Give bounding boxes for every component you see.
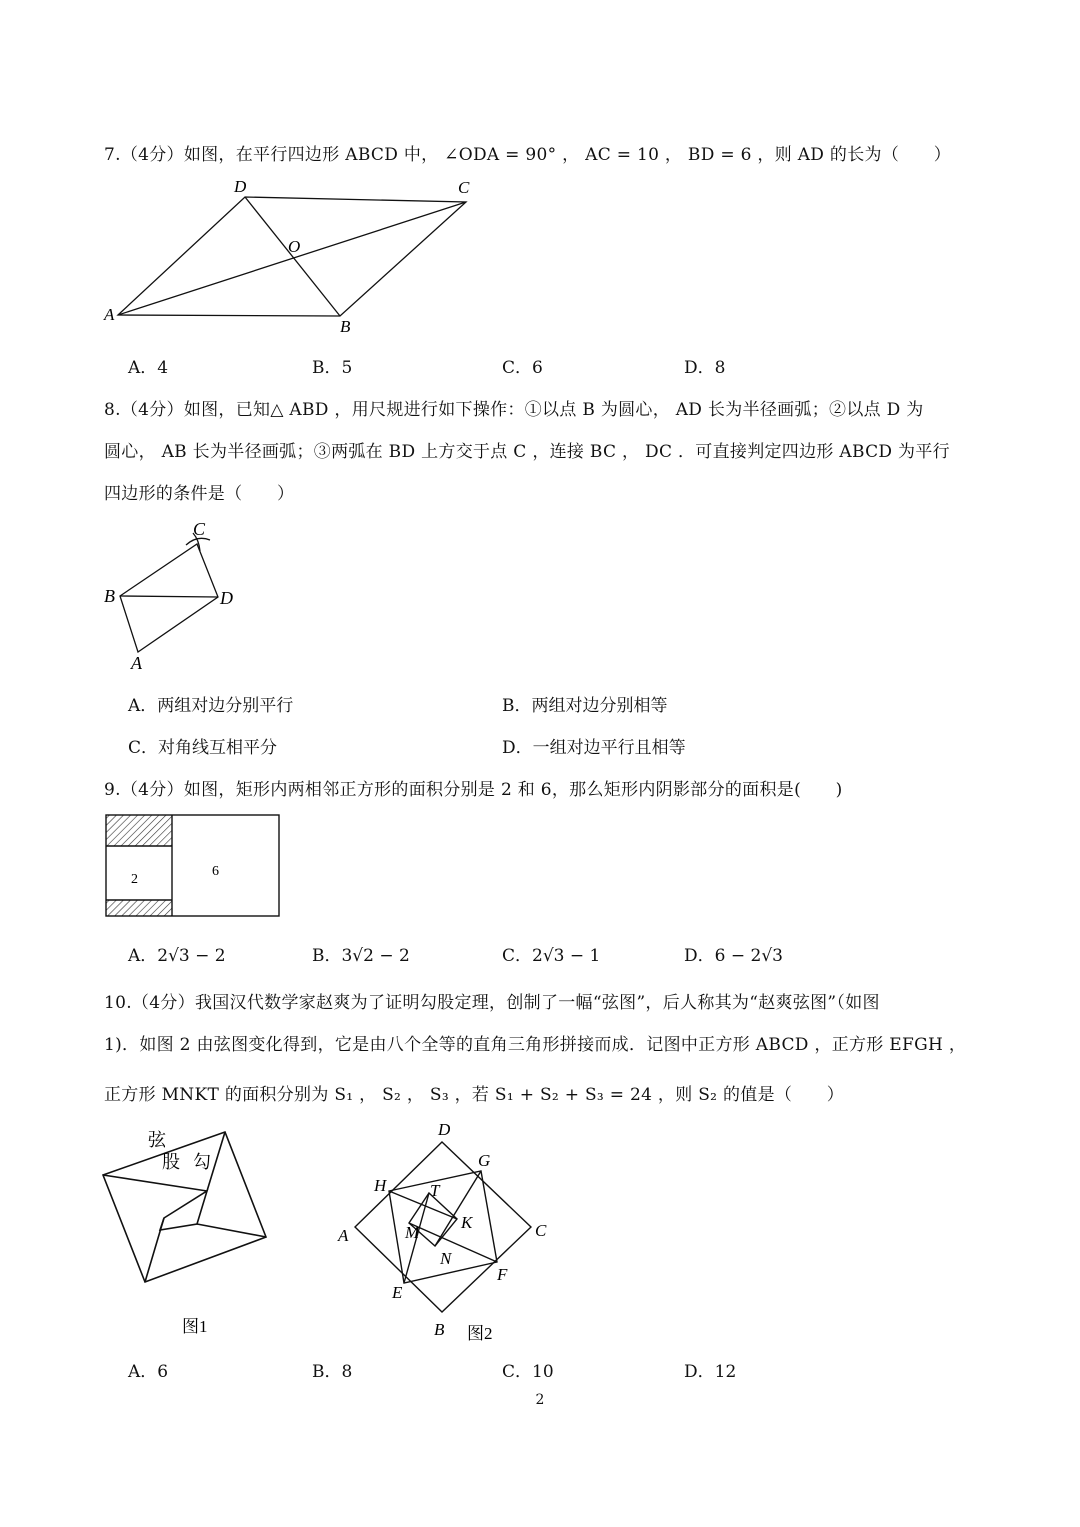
q8-construction-figure <box>100 515 260 675</box>
q7-label-o: O <box>288 237 301 256</box>
q10-fig2-label-d: D <box>438 1120 451 1139</box>
q8-label-d: D <box>220 588 233 608</box>
q8-label-c: C <box>193 519 206 539</box>
q10-fig2-label-k: K <box>461 1213 473 1232</box>
q7-diagonal-bd <box>245 197 340 316</box>
q10-fig1-chord-diagram <box>100 1120 275 1345</box>
q7-option-a: A．4 <box>128 358 169 378</box>
q10-fig2-label-e: E <box>392 1283 403 1302</box>
q9-stem: 9.（4分）如图，矩形内两相邻正方形的面积分别是 2 和 6，那么矩形内阴影部分的面积是( ) <box>104 780 843 800</box>
q8-quadrilateral <box>120 544 218 652</box>
q7-diagonal-ac <box>118 202 466 315</box>
q8-stem-line2: 圆心， AB 长为半径画弧；③两弧在 BD 上方交于点 C ，连接 BC ， DC ．可直接判定四边形 ABCD 为平行 <box>104 442 950 462</box>
q10-fig2-label-f: F <box>497 1265 508 1284</box>
q9-small-square-label: 2 <box>131 872 138 887</box>
q8-label-b: B <box>104 586 115 606</box>
q8-option-d: D．一组对边平行且相等 <box>502 738 686 758</box>
q10-fig2-label-m: M <box>405 1223 420 1242</box>
q10-fig1-label-xian: 弦 <box>148 1130 166 1150</box>
q10-fig2-caption: 图2 <box>467 1324 493 1343</box>
q10-option-b: B．8 <box>312 1362 353 1382</box>
q10-stem-line1: 10.（4分）我国汉代数学家赵爽为了证明勾股定理，创制了一幅“弦图”，后人称其为“赵爽弦图”（如图 <box>104 993 880 1013</box>
q10-option-d: D．12 <box>684 1362 737 1382</box>
q8-option-b: B．两组对边分别相等 <box>502 696 668 716</box>
q8-option-a: A．两组对边分别平行 <box>128 696 294 716</box>
q9-large-square-label: 6 <box>212 864 219 879</box>
q7-option-b: B．5 <box>312 358 353 378</box>
q10-fig2-square-abcd <box>355 1142 531 1312</box>
q7-parallelogram-figure <box>100 175 480 340</box>
q9-shaded-bottom <box>106 900 172 916</box>
q8-diagonal-bd <box>120 596 218 597</box>
q7-option-d: D．8 <box>684 358 726 378</box>
q9-shaded-top <box>106 815 172 846</box>
q10-fig1-label-gou: 勾 <box>193 1152 211 1172</box>
page-number: 2 <box>535 1392 545 1408</box>
q7-label-c: C <box>458 178 470 197</box>
q9-option-c: C．2√3 − 1 <box>502 946 601 966</box>
q10-fig2-label-c: C <box>535 1221 547 1240</box>
q9-option-a: A．2√3 − 2 <box>128 946 226 966</box>
q8-option-c: C．对角线互相平分 <box>128 738 278 758</box>
q8-stem-line1: 8.（4分）如图，已知△ ABD ，用尺规进行如下操作：①以点 B 为圆心， AD 长为半径画弧；②以点 D 为 <box>104 400 924 420</box>
q10-fig2-label-h: H <box>374 1176 387 1195</box>
q10-stem-line2: 1)．如图 2 由弦图变化得到，它是由八个全等的直角三角形拼接而成．记图中正方形 ABCD ，正方形 EFGH ， <box>104 1035 967 1055</box>
q10-fig2-label-b: B <box>434 1320 445 1339</box>
q10-fig2-diagram <box>335 1115 555 1345</box>
q7-option-c: C．6 <box>502 358 543 378</box>
q10-fig1-caption: 图1 <box>182 1317 208 1336</box>
q10-fig1-outer-square <box>103 1132 266 1282</box>
q10-option-c: C．10 <box>502 1362 554 1382</box>
q10-fig1-label-gu: 股 <box>162 1152 180 1172</box>
q9-option-d: D．6 − 2√3 <box>684 946 783 966</box>
q8-stem-line3: 四边形的条件是（ ） <box>104 484 295 504</box>
q10-fig2-label-a: A <box>338 1226 349 1245</box>
q9-rectangle-figure <box>104 813 284 919</box>
q7-label-b: B <box>340 317 351 336</box>
q10-fig2-label-n: N <box>440 1249 452 1268</box>
q8-label-a: A <box>131 653 142 673</box>
q10-option-a: A．6 <box>128 1362 169 1382</box>
q9-option-b: B．3√2 − 2 <box>312 946 410 966</box>
q10-fig2-label-g: G <box>478 1151 491 1170</box>
q7-label-a: A <box>104 305 115 324</box>
q10-stem-line3: 正方形 MNKT 的面积分别为 S₁ ， S₂ ， S₃ ，若 S₁ + S₂ + S₃ = 24 ，则 S₂ 的值是（ ） <box>104 1085 845 1105</box>
q7-label-d: D <box>234 177 247 196</box>
q10-fig2-label-t: T <box>430 1181 440 1200</box>
q7-stem: 7.（4分）如图，在平行四边形 ABCD 中， ∠ODA = 90° ， AC = 10 ， BD = 6 ，则 AD 的长为（ ） <box>104 145 952 165</box>
